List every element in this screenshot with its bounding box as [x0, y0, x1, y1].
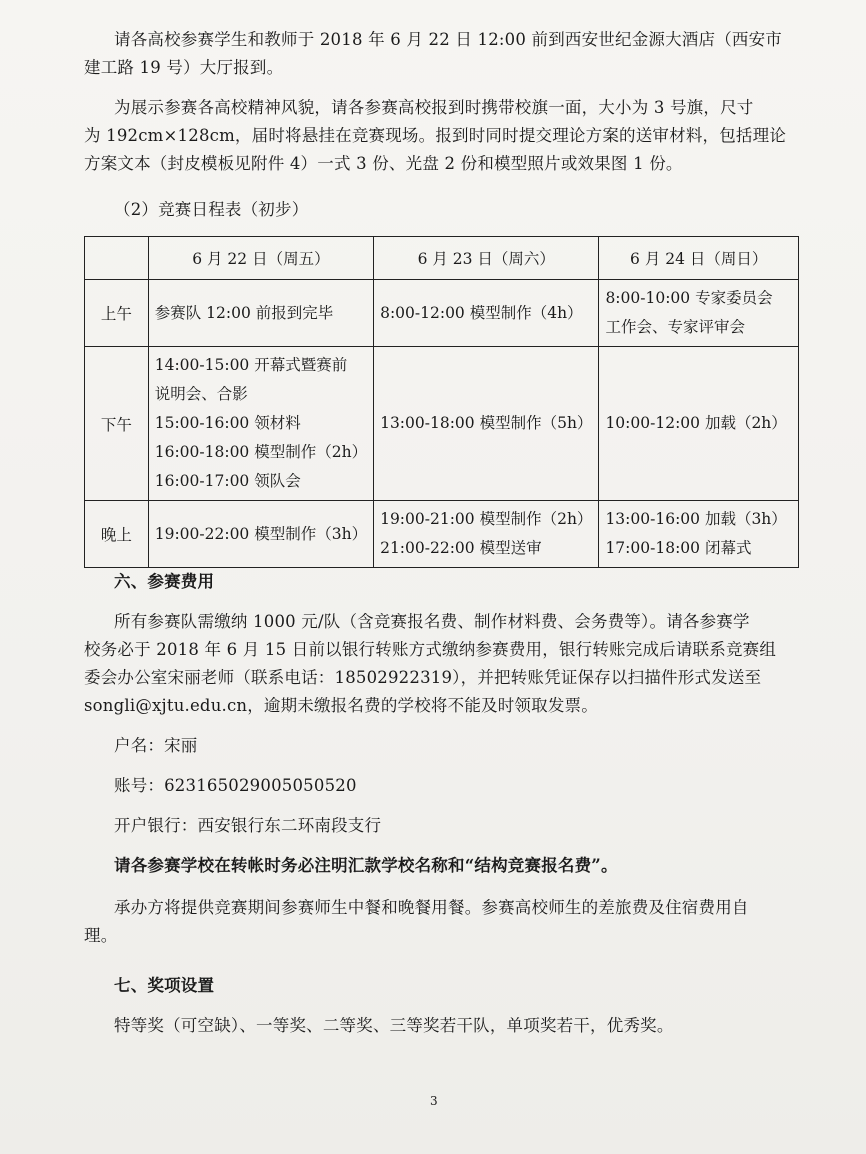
afternoon-day1-cell	[148, 347, 373, 501]
meals-line2: 理。	[84, 926, 118, 945]
cell-line: 15:00-16:00 领材料	[154, 414, 301, 432]
cell-line: 13:00-16:00 加载（3h）	[605, 510, 787, 528]
cell-line: 14:00-15:00 开幕式暨赛前	[154, 356, 348, 374]
awards-heading: 七、奖项设置	[114, 976, 215, 995]
intro-p1-line2: 建工路 19 号）大厅报到。	[84, 58, 284, 77]
cell-line: 13:00-18:00 模型制作（5h）	[380, 414, 593, 432]
morning-day1-cell	[148, 280, 373, 347]
schedule-table	[84, 236, 799, 568]
cell-line: 说明会、合影	[154, 385, 248, 403]
fees-p-line3: 委会办公室宋丽老师（联系电话：18502922319），并把转账凭证保存以扫描件形式发送至	[84, 668, 762, 687]
row-label-afternoon: 下午	[85, 347, 149, 501]
payment-note: 请各参赛学校在转帐时务必注明汇款学校名称和“结构竞赛报名费”。	[114, 856, 618, 875]
meals-line1: 承办方将提供竞赛期间参赛师生中餐和晚餐用餐。参赛高校师生的差旅费及住宿费用自	[114, 898, 749, 917]
afternoon-day2-cell	[374, 347, 599, 501]
fees-p-line1: 所有参赛队需缴纳 1000 元/队（含竞赛报名费、制作材料费、会务费等）。请各参赛学	[114, 612, 750, 631]
account-number: 账号：623165029005050520	[114, 776, 357, 795]
evening-day1-cell	[148, 501, 373, 568]
cell-line: 参赛队 12:00 前报到完毕	[154, 303, 334, 322]
evening-day3-cell	[599, 501, 799, 568]
row-label-evening: 晚上	[85, 501, 149, 568]
fees-p-line4: songli@xjtu.edu.cn，逾期未缴报名费的学校将不能及时领取发票。	[84, 696, 598, 715]
schedule-header-row	[85, 237, 799, 280]
account-name: 户名：宋丽	[114, 736, 198, 755]
schedule-row-evening	[85, 501, 799, 568]
fees-heading: 六、参赛费用	[114, 572, 215, 591]
header-cell-day3: 6 月 24 日（周日）	[599, 237, 799, 280]
morning-day2-cell	[374, 280, 599, 347]
afternoon-day3-cell	[599, 347, 799, 501]
awards-text: 特等奖（可空缺）、一等奖、二等奖、三等奖若干队，单项奖若干，优秀奖。	[114, 1016, 674, 1035]
cell-line: 17:00-18:00 闭幕式	[605, 539, 752, 557]
schedule-heading: （2）竞赛日程表（初步）	[114, 200, 309, 219]
cell-line: 8:00-10:00 专家委员会	[605, 289, 773, 307]
intro-p2-line2: 为 192cm×128cm，届时将悬挂在竞赛现场。报到时同时提交理论方案的送审材料，包括理论	[84, 126, 787, 145]
header-cell-empty	[85, 237, 149, 280]
bank-name: 开户银行：西安银行东二环南段支行	[114, 816, 382, 835]
cell-line: 8:00-12:00 模型制作（4h）	[380, 303, 583, 322]
row-label-morning: 上午	[85, 280, 149, 347]
evening-day2-cell	[374, 501, 599, 568]
schedule-row-afternoon	[85, 347, 799, 501]
header-cell-day1: 6 月 22 日（周五）	[148, 237, 373, 280]
cell-line: 16:00-18:00 模型制作（2h）	[154, 443, 368, 461]
cell-line: 10:00-12:00 加载（2h）	[605, 414, 787, 432]
schedule-row-morning	[85, 280, 799, 347]
page-number: 3	[430, 1094, 438, 1108]
intro-p1-line1: 请各高校参赛学生和教师于 2018 年 6 月 22 日 12:00 前到西安世纪金源大酒店（西安市	[114, 30, 782, 49]
cell-line: 19:00-22:00 模型制作（3h）	[154, 524, 368, 543]
cell-line: 21:00-22:00 模型送审	[380, 539, 542, 557]
morning-day3-cell	[599, 280, 799, 347]
fees-p-line2: 校务必于 2018 年 6 月 15 日前以银行转账方式缴纳参赛费用，银行转账完成后请联系竞赛组	[84, 640, 777, 659]
intro-p2-line1: 为展示参赛各高校精神风貌，请各参赛高校报到时携带校旗一面，大小为 3 号旗，尺寸	[114, 98, 754, 117]
cell-line: 工作会、专家评审会	[605, 318, 745, 336]
cell-line: 16:00-17:00 领队会	[154, 472, 301, 490]
intro-p2-line3: 方案文本（封皮模板见附件 4）一式 3 份、光盘 2 份和模型照片或效果图 1 份。	[84, 154, 683, 173]
header-cell-day2: 6 月 23 日（周六）	[374, 237, 599, 280]
cell-line: 19:00-21:00 模型制作（2h）	[380, 510, 593, 528]
